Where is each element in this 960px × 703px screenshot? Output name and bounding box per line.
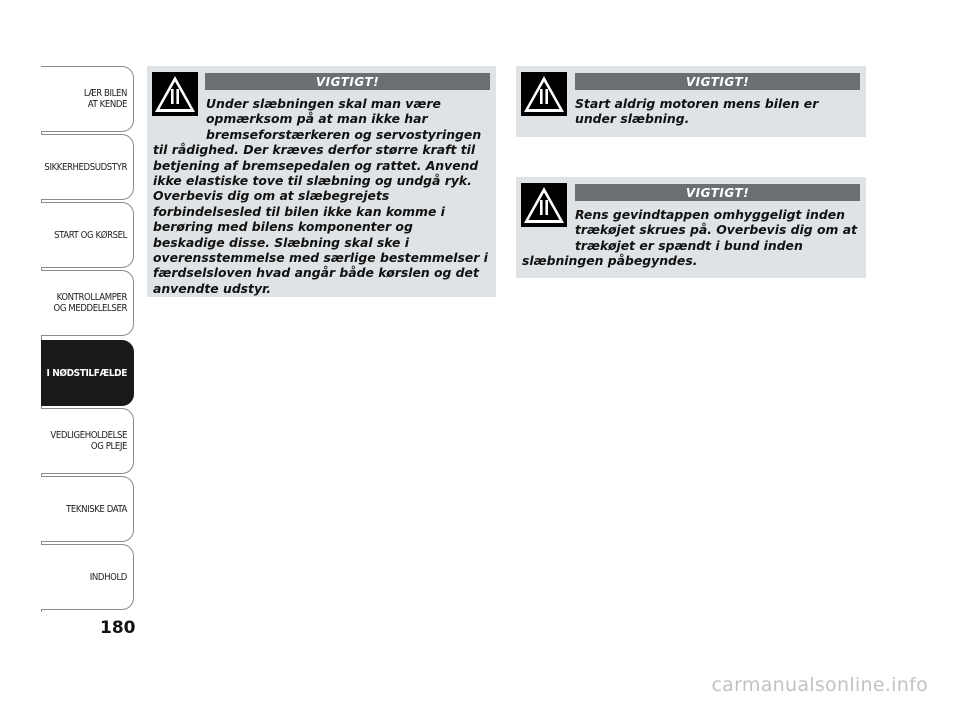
warning-box (147, 66, 496, 297)
warning-banner: VIGTIGT! (575, 73, 860, 90)
tab-sikkerhedsudstyr[interactable] (41, 134, 134, 200)
warning-text: Rens gevindtappen omhyggeligt inden trækøjet skrues på. Overbevis dig om at trækøjet er spændt i bund inden slæbningen påbegyndes. (522, 207, 858, 269)
tab-label: INDHOLD (89, 571, 127, 583)
tab-label: KONTROLLAMPER OG MEDDELELSER (53, 292, 127, 314)
tab-start-og-korsel[interactable] (41, 202, 134, 268)
warning-banner: VIGTIGT! (575, 184, 860, 201)
tab-label: VEDLIGEHOLDELSE OG PLEJE (50, 430, 127, 452)
watermark: carmanualsonline.info (711, 674, 928, 696)
warning-text: Under slæbningen skal man være opmærksom på at man ikke har bremseforstærkeren og servostyringen til rådighed. Der kræves derfor større kraft til betjening af bremsepedalen og rattet. Anvend ikke elastiske tove til slæbning og undgå ryk. Overbevis dig om at slæbegrejets forbindelsesled til bilen ikke kan komme i berøring med bilens komponenter og beskadige disse. Slæbning skal ske i overensstemmelse med særlige bestemmelser i færdselsloven hvad angår både kørslen og det anvendte udstyr. (153, 96, 488, 296)
warning-box (516, 66, 866, 137)
warning-text: Start aldrig motoren mens bilen er under slæbning. (575, 96, 819, 127)
tab-kontrollamper[interactable] (41, 270, 134, 336)
tab-label: TEKNISKE DATA (66, 503, 127, 515)
warning-box (516, 177, 866, 278)
tab-indhold[interactable] (41, 544, 134, 610)
tab-label: SIKKERHEDSUDSTYR (44, 161, 127, 173)
page-number: 180 (100, 618, 136, 638)
tab-label: LÆR BILEN AT KENDE (83, 88, 127, 110)
tab-i-nodstilfaelde[interactable] (41, 340, 134, 406)
tab-label: START OG KØRSEL (54, 229, 127, 241)
tab-vedligeholdelse[interactable] (41, 408, 134, 474)
warning-banner: VIGTIGT! (205, 73, 490, 90)
tab-label: I NØDSTILFÆLDE (46, 367, 127, 379)
tab-tekniske-data[interactable] (41, 476, 134, 542)
tab-laer-bilen-at-kende[interactable] (41, 66, 134, 132)
